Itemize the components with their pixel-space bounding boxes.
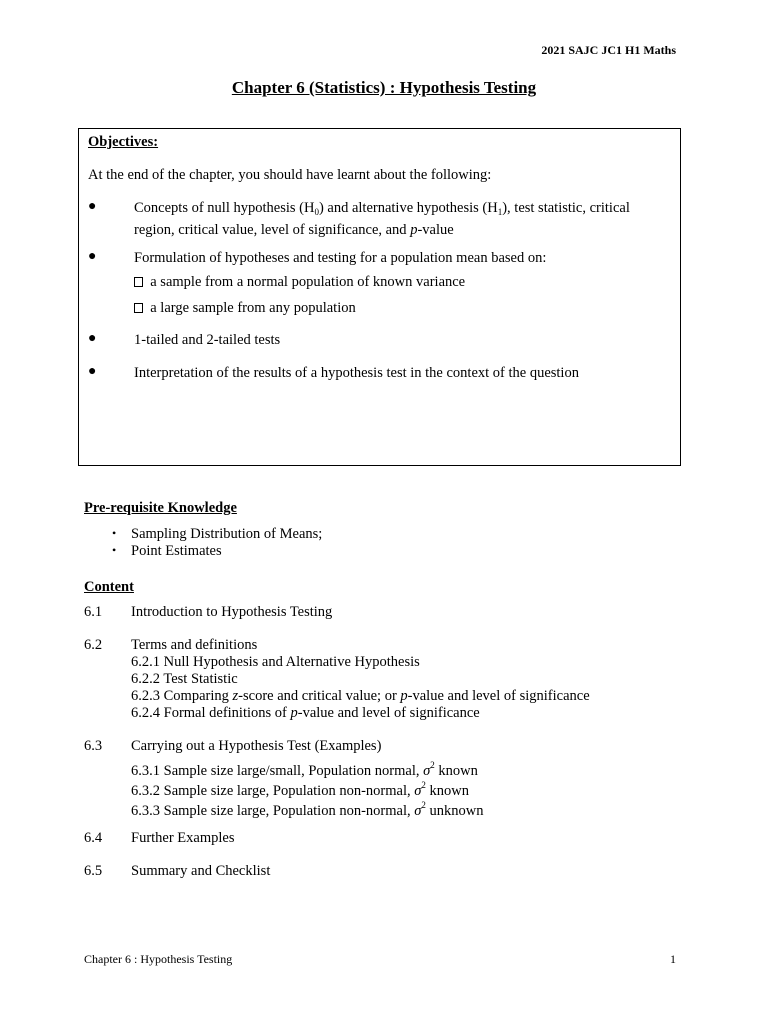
page-title: Chapter 6 (Statistics) : Hypothesis Testing [231,78,537,97]
subsection: 6.3.3 Sample size large, Population non-normal, $\sigma^2$ unknown [131,800,484,819]
subsection: 6.2.2 Test Statistic [131,671,238,687]
objective-subitem-1: a sample from a normal population of known variance [134,273,465,291]
section-title: Further Examples [131,830,235,846]
objective-item-1: Concepts of null hypothesis $(H_0)$ and alternative hypothesis $(H_1)$, test statistic, critical region, critical value, level of significance, and p-value [134,200,630,238]
objective-bullet: ● [88,364,97,379]
objectives-heading: Objectives: [88,134,159,150]
running-header: 2021 SAJC JC1 H1 Maths [541,43,676,57]
prereq-item-2: Point Estimates [131,543,222,559]
prereq-bullet: • [112,526,117,540]
prereq-bullet: • [112,543,117,557]
section-number: 6.4 [84,830,103,846]
section-title: Carrying out a Hypothesis Test (Examples) [131,738,382,754]
section-title: Summary and Checklist [131,863,271,879]
section-title: Introduction to Hypothesis Testing [131,604,333,620]
page-number: 1 [670,952,676,966]
checkbox-icon [134,277,143,287]
objective-item-3: 1-tailed and 2-tailed tests [134,332,281,348]
checkbox-icon [134,303,143,313]
footer-chapter: Chapter 6 : Hypothesis Testing [84,952,233,966]
subsection: 6.3.1 Sample size large/small, Population normal, $\sigma^2$ known [131,760,478,779]
content-heading: Content [84,579,134,595]
subsection: 6.2.3 Comparing z-score and critical value; or p-value and level of significance [131,688,590,704]
section-number: 6.2 [84,637,103,653]
objective-item-4: Interpretation of the results of a hypothesis test in the context of the question [134,365,579,381]
objectives-intro: At the end of the chapter, you should have learnt about the following: [88,167,492,183]
section-number: 6.5 [84,863,103,879]
objective-subitem-2: a large sample from any population [134,299,356,317]
objective-bullet: ● [88,199,97,214]
objective-bullet: ● [88,249,97,264]
subsection: 6.2.1 Null Hypothesis and Alternative Hypothesis [131,654,420,670]
subsection: 6.2.4 Formal definitions of p-value and level of significance [131,705,480,721]
objective-item-2: Formulation of hypotheses and testing for a population mean based on: [134,250,547,266]
objective-bullet: ● [88,331,97,346]
section-title: Terms and definitions [131,637,258,653]
subsection: 6.3.2 Sample size large, Population non-normal, $\sigma^2$ known [131,780,470,799]
prereq-item-1: Sampling Distribution of Means; [131,526,323,542]
prereq-heading: Pre-requisite Knowledge [84,500,237,516]
section-number: 6.1 [84,604,103,620]
section-number: 6.3 [84,738,103,754]
